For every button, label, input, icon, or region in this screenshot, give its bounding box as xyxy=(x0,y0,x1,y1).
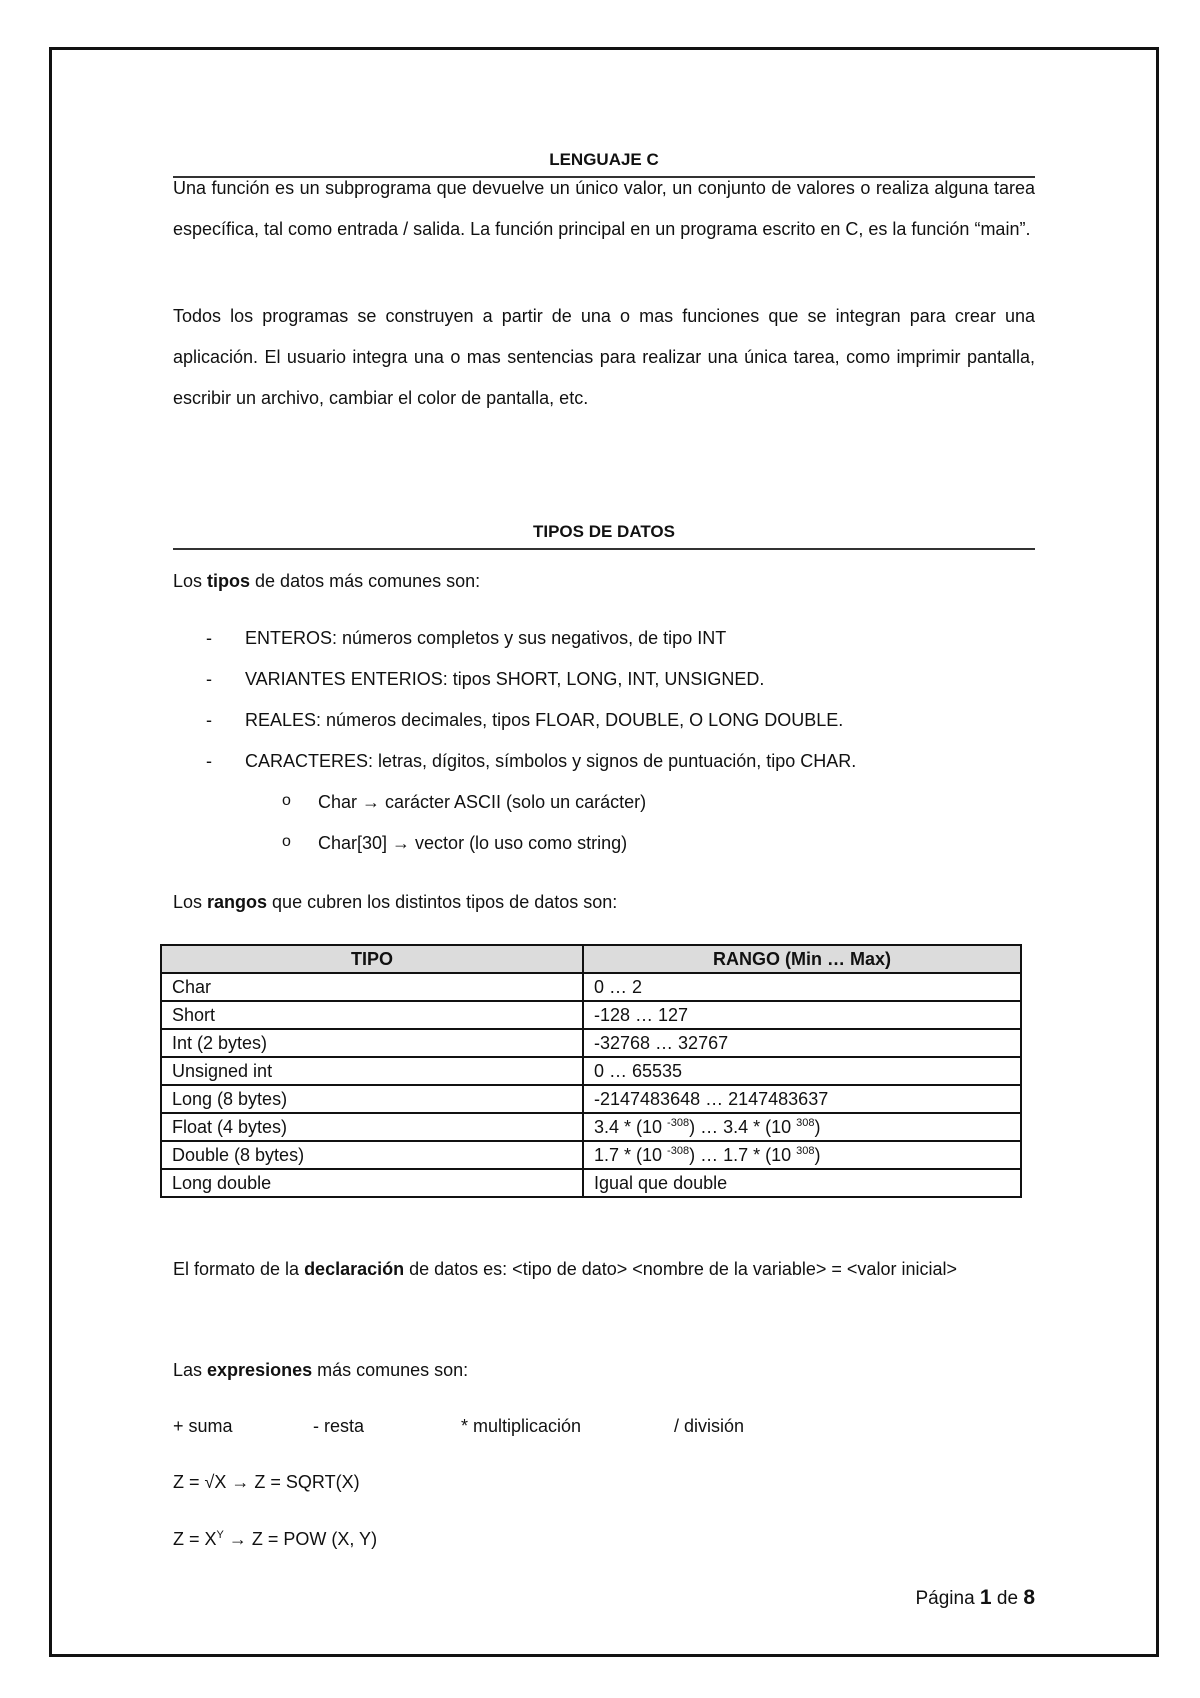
table-row xyxy=(161,1001,1021,1029)
cell-rango: 1.7 * (10 $^{-308}$) … 1.7 * (10 $^{308}$) xyxy=(583,1141,1021,1169)
cell-tipo: Double (8 bytes) xyxy=(161,1141,583,1169)
cell-tipo: Short xyxy=(161,1001,583,1029)
cell-rango: -2147483648 … 2147483637 xyxy=(583,1085,1021,1113)
cell-tipo: Long (8 bytes) xyxy=(161,1085,583,1113)
arrow-right-icon: → xyxy=(231,1472,250,1492)
cell-rango: Igual que double xyxy=(583,1169,1021,1197)
cell-tipo: Unsigned int xyxy=(161,1057,583,1085)
cell-tipo: Long double xyxy=(161,1169,583,1197)
operators-row xyxy=(173,1416,1035,1440)
table-row xyxy=(161,1085,1021,1113)
arrow-right-icon: → xyxy=(362,792,381,812)
table-row xyxy=(161,1169,1021,1197)
paragraph-programas: Todos los programas se construyen a partir de una o mas funciones que se integran para crear una aplicación. El usuario integra una o mas sentencias para realizar una única tarea, como imprimir pantalla, escribir un archivo, cambiar el color de pantalla, etc. xyxy=(173,306,1035,408)
cell-rango: -128 … 127 xyxy=(583,1001,1021,1029)
formula-pow: $Z = X^Y \to Z$ = POW (X, Y) xyxy=(173,1529,378,1549)
arrow-right-icon: → xyxy=(392,833,411,853)
page-number: Página 1 de 8 xyxy=(915,1586,1035,1609)
ranges-table xyxy=(160,944,1022,1198)
table-row xyxy=(161,1141,1021,1169)
table-row xyxy=(161,1029,1021,1057)
column-header-rango: RANGO (Min … Max) xyxy=(583,945,1021,973)
expressions-intro: Las expresiones más comunes son: xyxy=(173,1360,469,1380)
formula-sqrt: Z = √X → Z = SQRT(X) xyxy=(173,1472,360,1492)
column-header-tipo: TIPO xyxy=(161,945,583,973)
heading-tipos-de-datos: TIPOS DE DATOS xyxy=(173,522,1035,550)
cell-rango: 0 … 65535 xyxy=(583,1057,1021,1085)
cell-rango: 3.4 * (10 $^{-308}$) … 3.4 * (10 $^{308}$) xyxy=(583,1113,1021,1141)
cell-tipo: Float (4 bytes) xyxy=(161,1113,583,1141)
declaration-paragraph: El formato de la declaración de datos es: <tipo de dato> <nombre de la variable> = <valor inicial> xyxy=(173,1259,957,1279)
paragraph-funcion: Una función es un subprograma que devuelve un único valor, un conjunto de valores o realiza alguna tarea específica, tal como entrada / salida. La función principal en un programa escrito en C, es la función “main”. xyxy=(173,178,1035,239)
table-row xyxy=(161,1113,1021,1141)
arrow-right-icon: → xyxy=(228,1529,247,1549)
operator-division: / división xyxy=(674,1416,745,1436)
heading-lenguaje-c: LENGUAJE C xyxy=(173,150,1035,178)
table-row xyxy=(161,973,1021,1001)
types-intro: Los tipos de datos más comunes son: xyxy=(173,571,481,591)
table-row xyxy=(161,1057,1021,1085)
ranges-intro: Los rangos que cubren los distintos tipos de datos son: xyxy=(173,892,618,912)
cell-rango: -32768 … 32767 xyxy=(583,1029,1021,1057)
operator-resta: - resta xyxy=(313,1416,365,1436)
cell-tipo: Int (2 bytes) xyxy=(161,1029,583,1057)
operator-suma: + suma xyxy=(173,1416,233,1436)
table-header-row xyxy=(161,945,1021,973)
cell-rango: 0 … 2 xyxy=(583,973,1021,1001)
cell-tipo: Char xyxy=(161,973,583,1001)
operator-multiplicacion: * multiplicación xyxy=(461,1416,582,1436)
